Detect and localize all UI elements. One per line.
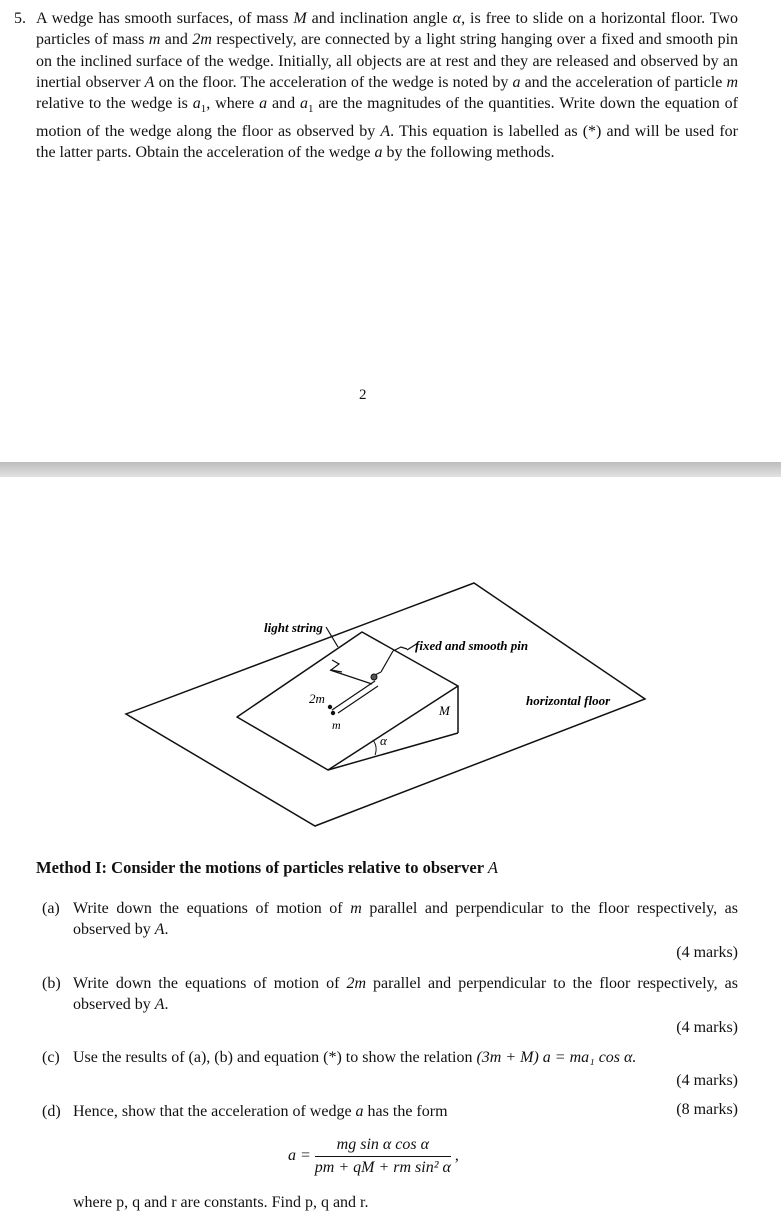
part-a-marks: (4 marks) — [676, 944, 738, 961]
part-b — [42, 973, 738, 1015]
part-c — [42, 1047, 738, 1068]
formula-fraction — [315, 1136, 451, 1177]
problem-statement — [14, 8, 738, 163]
string-system — [326, 627, 418, 713]
part-d — [42, 1101, 738, 1122]
part-b-label: (b) — [42, 975, 61, 992]
page-separator — [0, 462, 781, 477]
formula-lhs: a = — [288, 1147, 311, 1165]
part-a-text: Write down the equations of motion of m parallel and perpendicular to the floor respectively, as observed by A. — [73, 900, 739, 938]
where-text: where p, q and r are constants. Find p, q and r. — [73, 1194, 369, 1211]
particle-2m — [328, 705, 332, 709]
formula-numerator: mg sin α cos α — [315, 1136, 451, 1157]
part-a — [42, 898, 738, 940]
label-M: M — [439, 703, 450, 718]
method-heading: Method I: Consider the motions of particles relative to observer A — [36, 858, 498, 877]
problem-number: 5. — [14, 10, 26, 27]
label-light-string: light string — [264, 620, 323, 635]
part-c-marks: (4 marks) — [676, 1072, 738, 1089]
part-c-text: Use the results of (a), (b) and equation (*) to show the relation (3m + M) a = ma₁ cos α. — [73, 1049, 637, 1066]
label-alpha: α — [380, 733, 387, 748]
part-a-label: (a) — [42, 900, 60, 917]
acceleration-formula — [288, 1136, 459, 1177]
part-c-label: (c) — [42, 1049, 60, 1066]
part-d-marks: (8 marks) — [676, 1101, 738, 1118]
part-d-label: (d) — [42, 1103, 61, 1120]
angle-arc — [373, 740, 376, 755]
page-number: 2 — [359, 387, 367, 403]
problem-text: A wedge has smooth surfaces, of mass M and inclination angle α, is free to slide on a horizontal floor. Two particles of mass m and 2m respectively, are connected by a light string hanging over a fixed and smooth pin on the inclined surface of the wedge. Initially, all objects are at rest and they are released and observed by an inertial observer A on the floor. The acceleration of the wedge is noted by a and the acceleration of particle m relative to the wedge is $a_1$, where a and $a_1$ are the magnitudes of the quantities. Write down the equation of motion of the wedge along the floor as observed by A. This equation is labelled as (*) and will be used for the latter parts. Obtain the acceleration of the wedge a by the following methods. — [36, 10, 739, 161]
part-b-text: Write down the equations of motion of 2m parallel and perpendicular to the floor respectively, as observed by A. — [73, 975, 739, 1013]
label-2m: 2m — [309, 691, 325, 706]
formula-denominator: pm + qM + rm sin² α — [314, 1159, 451, 1176]
part-b-marks: (4 marks) — [676, 1019, 738, 1036]
part-d-text: Hence, show that the acceleration of wedge a has the form — [73, 1103, 448, 1120]
particle-m — [331, 711, 335, 715]
wedge-figure — [0, 477, 781, 837]
formula-comma: , — [454, 1147, 459, 1165]
label-floor: horizontal floor — [526, 693, 611, 708]
pin — [371, 674, 377, 680]
label-m: m — [332, 718, 341, 732]
page-2 — [0, 477, 781, 1231]
label-pin: fixed and smooth pin — [415, 638, 529, 653]
page-1 — [0, 0, 781, 462]
